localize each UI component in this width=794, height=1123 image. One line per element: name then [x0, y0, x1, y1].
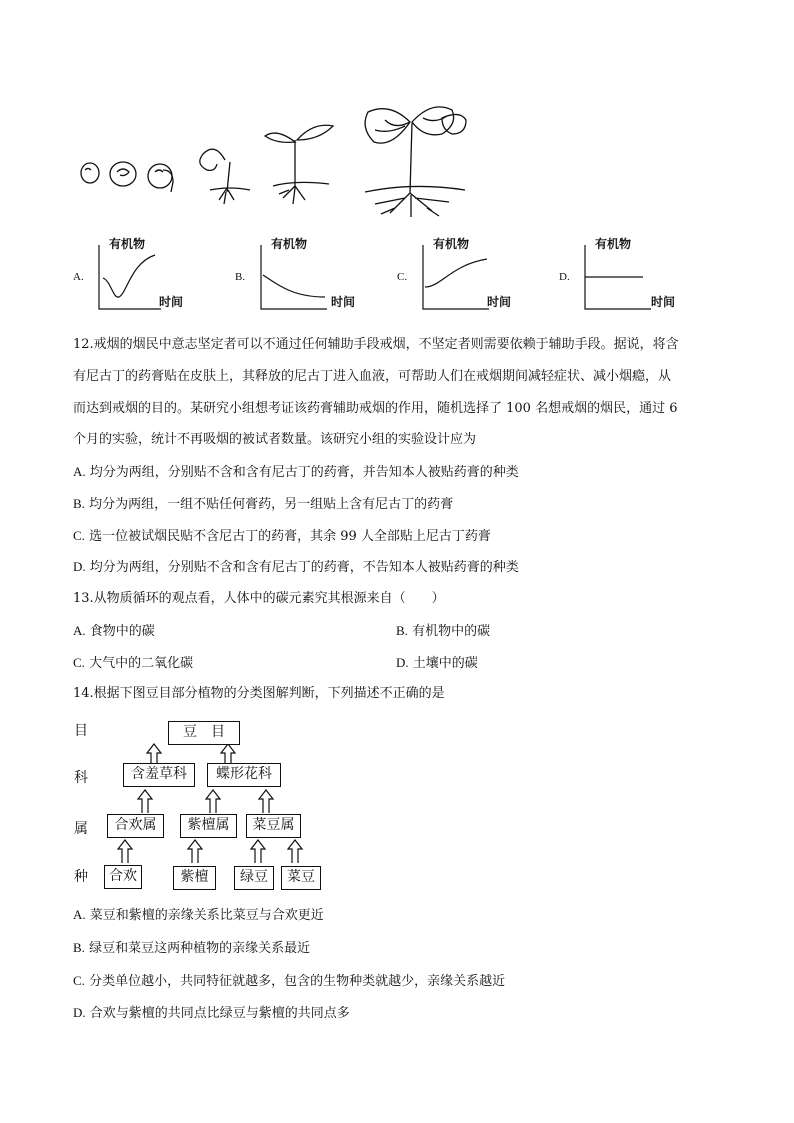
rank-label-family: 科	[74, 770, 88, 786]
option-label: D.	[559, 271, 570, 283]
q14-option-b[interactable]	[73, 939, 310, 958]
option-label: C.	[73, 655, 85, 670]
q14-option-a[interactable]	[73, 906, 324, 925]
option-text: 有机物中的碳	[412, 624, 491, 639]
q12-stem-line: 个月的实验，统计不再吸烟的被试者数量。该研究小组的实验设计应为	[73, 432, 477, 447]
node-family-papilionaceae: 蝶形花科	[207, 763, 281, 787]
q12-stem-line: 而达到戒烟的目的。某研究小组想考证该药膏辅助戒烟的作用，随机选择了 100 名想戒烟的烟民，通过 6	[73, 401, 678, 416]
q12-stem-line: 有尼古丁的药膏贴在皮肤上，其释放的尼古丁进入血液，可帮助人们在戒烟期间减轻症状、减小烟瘾，从	[73, 369, 672, 384]
option-label: A.	[73, 623, 86, 638]
option-text: 食物中的碳	[89, 624, 155, 639]
option-label: C.	[397, 271, 408, 283]
node-genus-phaseolus: 菜豆属	[246, 814, 301, 838]
q12-option-d[interactable]	[73, 558, 519, 577]
option-label: A.	[73, 464, 86, 479]
option-text: 均分为两组，分别贴不含和含有尼古丁的药膏，并告知本人被贴药膏的种类	[89, 465, 519, 480]
option-a-graph[interactable]	[73, 233, 208, 313]
option-c-graph[interactable]	[397, 233, 532, 313]
y-axis-label: 有机物	[433, 237, 470, 251]
option-label: C.	[73, 973, 85, 988]
option-text: 分类单位越小，共同特征就越多，包含的生物种类就越少，亲缘关系越近	[89, 974, 506, 989]
option-label: A.	[73, 271, 84, 283]
graph-curve	[559, 233, 694, 313]
q14-option-d[interactable]	[73, 1004, 350, 1023]
seed-germination-illustration	[75, 100, 475, 220]
option-d-graph[interactable]	[559, 233, 694, 313]
node-genus-albizia: 合欢属	[107, 814, 164, 838]
q13-stem: 13.从物质循环的观点看，人体中的碳元素究其根源来自（ ）	[73, 591, 445, 606]
x-axis-label: 时间	[331, 295, 356, 309]
option-text: 大气中的二氧化碳	[89, 656, 194, 671]
q13-option-c[interactable]	[73, 654, 193, 673]
q12-option-b[interactable]	[73, 495, 453, 514]
option-text: 绿豆和菜豆这两种植物的亲缘关系最近	[89, 941, 311, 956]
node-order-doumu: 豆 目	[168, 721, 240, 745]
option-text: 均分为两组，一组不贴任何膏药，另一组贴上含有尼古丁的药膏	[89, 497, 454, 512]
q13-option-d[interactable]	[396, 654, 478, 673]
option-text: 菜豆和紫檀的亲缘关系比菜豆与合欢更近	[89, 908, 324, 923]
option-text: 合欢与紫檀的共同点比绿豆与紫檀的共同点多	[89, 1006, 350, 1021]
node-species-lvdou: 绿豆	[234, 866, 274, 890]
node-species-zitan: 紫檀	[173, 866, 216, 890]
q13-option-b[interactable]	[396, 622, 490, 641]
node-family-mimosaceae: 含羞草科	[123, 763, 195, 787]
option-label: C.	[73, 528, 85, 543]
y-axis-label: 有机物	[109, 237, 146, 251]
y-axis-label: 有机物	[271, 237, 308, 251]
q12-option-c[interactable]	[73, 527, 491, 546]
option-label: D.	[73, 559, 86, 574]
node-genus-pterocarpus: 紫檀属	[180, 814, 237, 838]
option-label: B.	[396, 623, 408, 638]
x-axis-label: 时间	[159, 295, 184, 309]
node-species-hehuan: 合欢	[104, 865, 142, 889]
graph-curve	[235, 233, 370, 313]
q12-stem-line: 12.戒烟的烟民中意志坚定者可以不通过任何辅助手段戒烟，不坚定者则需要依赖于辅助手段。据说，将含	[73, 337, 679, 352]
q12-option-a[interactable]	[73, 463, 519, 482]
option-b-graph[interactable]	[235, 233, 370, 313]
rank-label-species: 种	[74, 869, 88, 885]
option-label: B.	[73, 496, 85, 511]
rank-label-genus: 属	[74, 821, 88, 837]
option-text: 均分为两组，分别贴不含和含有尼古丁的药膏，不告知本人被贴药膏的种类	[89, 560, 519, 575]
option-label: D.	[73, 1005, 86, 1020]
option-label: B.	[235, 271, 246, 283]
option-label: D.	[396, 655, 409, 670]
rank-label-order: 目	[74, 723, 88, 739]
graph-curve	[73, 233, 208, 313]
q14-option-c[interactable]	[73, 972, 505, 991]
q14-stem: 14.根据下图豆目部分植物的分类图解判断，下列描述不正确的是	[73, 686, 445, 701]
y-axis-label: 有机物	[595, 237, 632, 251]
node-species-caidou: 菜豆	[281, 866, 321, 890]
x-axis-label: 时间	[651, 295, 676, 309]
option-text: 土壤中的碳	[412, 656, 478, 671]
option-label: A.	[73, 907, 86, 922]
option-label: B.	[73, 940, 85, 955]
graph-curve	[397, 233, 532, 313]
x-axis-label: 时间	[487, 295, 512, 309]
option-text: 选一位被试烟民贴不含尼古丁的药膏，其余 99 人全部贴上尼古丁药膏	[89, 529, 491, 544]
q13-option-a[interactable]	[73, 622, 155, 641]
